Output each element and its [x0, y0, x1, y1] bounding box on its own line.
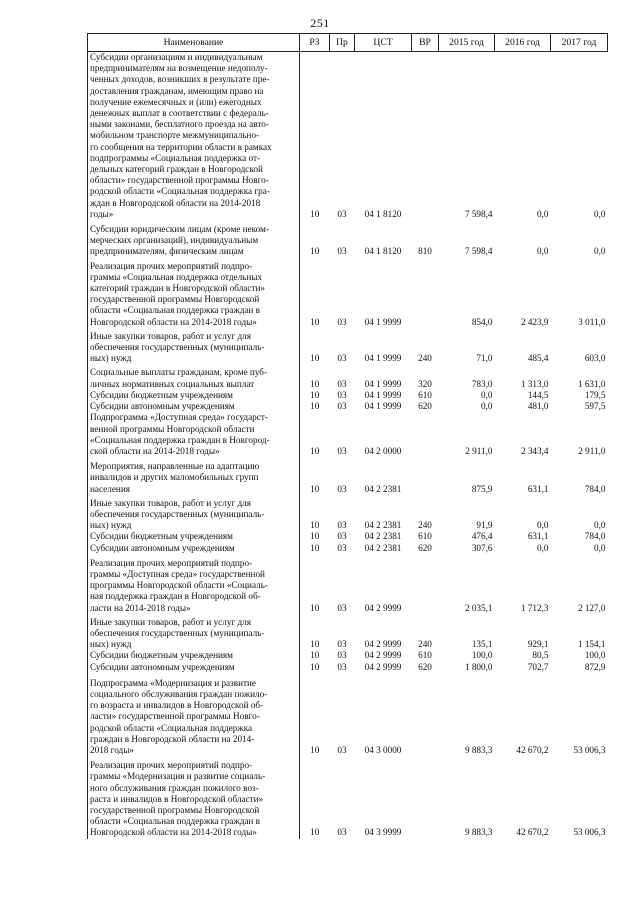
row-rz: 10	[310, 520, 320, 531]
row-rz: 10	[310, 661, 320, 672]
row-value-2015: 7 598,4	[464, 246, 493, 257]
table-row	[88, 390, 608, 401]
row-rz: 10	[310, 353, 320, 364]
row-pr: 03	[337, 520, 347, 531]
table-row	[88, 367, 608, 389]
row-cst: 04 2 9999	[364, 639, 402, 650]
row-value-2017: 1 631,0	[577, 378, 606, 389]
row-value-2017: 1 154,1	[577, 639, 606, 650]
row-name-line: мерческих организаций), индивидуальным	[90, 235, 259, 246]
row-vr: 240	[418, 520, 432, 531]
row-pr: 03	[337, 401, 347, 412]
row-name-line: населения	[90, 483, 130, 494]
row-value-2017: 603,0	[584, 353, 606, 364]
row-value-2015: 91,9	[476, 520, 493, 531]
row-name	[88, 412, 300, 461]
header-cst: ЦСТ	[355, 34, 412, 52]
table-row	[88, 678, 608, 760]
row-value-2016: 42 670,2	[516, 827, 549, 838]
row-value-2015: 135,1	[471, 639, 493, 650]
row-name-line: обеспечения государственных (муниципаль-	[90, 627, 265, 638]
table-row	[88, 760, 608, 838]
row-name	[88, 531, 300, 542]
row-vr	[412, 261, 439, 331]
row-cst: 04 1 9999	[364, 353, 402, 364]
row-name-line: Реализация прочих мероприятий подпро-	[90, 557, 253, 568]
row-value-2015: 307,6	[471, 542, 493, 553]
row-name-line: денежных выплат в соответствии с федераль-	[90, 108, 269, 119]
row-value-2017: 784,0	[584, 531, 606, 542]
row-rz: 10	[310, 531, 320, 542]
row-name-line: подпрограммы «Социальная поддержка от-	[90, 152, 261, 163]
row-name	[88, 331, 300, 368]
row-pr: 03	[337, 389, 347, 400]
row-value-2016: 144,5	[527, 389, 549, 400]
row-name-line: Субсидии организациям и индивидуальным	[90, 52, 263, 62]
row-rz: 10	[310, 445, 320, 456]
row-cst: 04 2 2381	[364, 531, 402, 542]
row-vr: 320	[418, 378, 432, 389]
row-name-line: ласти» государственной программы Новго-	[90, 711, 260, 722]
table-row	[88, 224, 608, 261]
row-pr: 03	[337, 744, 347, 755]
row-name	[88, 261, 300, 331]
row-vr: 620	[418, 661, 432, 672]
row-name-line: инвалидов и других маломобильных групп	[90, 472, 259, 483]
row-pr: 03	[337, 827, 347, 838]
header-pr: Пр	[330, 34, 355, 52]
row-name-line: Мероприятия, направленные на адаптацию	[90, 461, 260, 472]
row-vr: 610	[418, 531, 432, 542]
row-name-line: родской области «Социальная поддержка гра-	[90, 186, 270, 197]
row-name	[88, 401, 300, 412]
row-value-2017: 2 911,0	[578, 445, 606, 456]
table-row	[88, 331, 608, 368]
row-name-line: граждан в Новгородской области на 2014-	[90, 733, 255, 744]
row-pr: 03	[337, 246, 347, 257]
row-name-line: личных нормативных социальных выплат	[90, 378, 255, 389]
row-name-line: Субсидии автономным учреждениям	[90, 401, 235, 412]
row-value-2015: 875,9	[471, 483, 493, 494]
row-value-2016: 485,4	[527, 353, 549, 364]
row-cst: 04 1 9999	[364, 401, 402, 412]
row-vr	[412, 52, 439, 225]
row-rz: 10	[310, 483, 320, 494]
row-value-2015: 2 911,0	[465, 445, 493, 456]
row-vr: 610	[418, 650, 432, 661]
row-name-line: получение ежемесячных и (или) ежегодных	[90, 96, 262, 107]
row-cst: 04 3 9999	[364, 827, 402, 838]
row-rz: 10	[310, 246, 320, 257]
row-pr: 03	[337, 208, 347, 219]
table-row	[88, 531, 608, 542]
row-name-line: ными законами, бесплатного проезда на авто-	[90, 119, 269, 130]
row-name-line: ждан в Новгородской области на 2014-2018	[90, 197, 261, 208]
row-name-line: категорий граждан в Новгородской области»	[90, 283, 265, 294]
row-name-line: мобильном транспорте межмуниципально-	[90, 130, 260, 141]
row-cst: 04 2 2381	[364, 483, 402, 494]
table-row	[88, 412, 608, 461]
row-rz: 10	[310, 389, 320, 400]
header-vr: ВР	[412, 34, 439, 52]
row-pr: 03	[337, 531, 347, 542]
row-value-2017: 0,0	[594, 208, 606, 219]
row-value-2017: 3 011,0	[578, 316, 606, 327]
row-value-2017: 179,5	[584, 389, 606, 400]
row-value-2015: 476,4	[471, 531, 493, 542]
row-cst: 04 1 9999	[364, 378, 402, 389]
row-value-2016: 929,1	[527, 639, 549, 650]
row-cst: 04 1 9999	[364, 389, 402, 400]
row-value-2015: 0,0	[481, 401, 493, 412]
row-rz: 10	[310, 401, 320, 412]
row-value-2015: 783,0	[471, 378, 493, 389]
row-name-line: Подпрограмма «Доступная среда» государст-	[90, 412, 268, 423]
row-value-2015: 9 883,3	[464, 827, 493, 838]
row-name	[88, 760, 300, 838]
table-row	[88, 650, 608, 661]
row-pr: 03	[337, 316, 347, 327]
row-value-2016: 1 712,3	[520, 602, 549, 613]
row-value-2016: 2 423,9	[520, 316, 549, 327]
row-vr: 610	[418, 389, 432, 400]
row-vr: 240	[418, 639, 432, 650]
row-cst: 04 1 8120	[364, 246, 402, 257]
row-name-line: Подпрограмма «Модернизация и развитие	[90, 677, 257, 688]
budget-table	[87, 33, 608, 839]
row-name-line: социального обслуживания граждан пожило-	[90, 688, 268, 699]
row-vr: 810	[418, 246, 432, 257]
row-rz: 10	[310, 744, 320, 755]
row-rz: 10	[310, 827, 320, 838]
row-value-2017: 0,0	[594, 542, 606, 553]
row-name-line: венной программы Новгородской области	[90, 423, 255, 434]
row-name-line: годы»	[90, 208, 114, 219]
row-name-line: Иные закупки товаров, работ и услуг для	[90, 497, 251, 508]
row-name-line: ласти на 2014-2018 годы»	[90, 602, 191, 613]
row-vr: 620	[418, 401, 432, 412]
row-value-2017: 784,0	[584, 483, 606, 494]
row-name-line: ных) нужд	[90, 639, 132, 650]
row-name-line: области «Социальная поддержка граждан в	[90, 816, 261, 827]
row-vr: 240	[418, 353, 432, 364]
row-cst: 04 1 9999	[364, 316, 402, 327]
row-name-line: Иные закупки товаров, работ и услуг для	[90, 330, 251, 341]
row-name-line: го сообщения на территории области в рамках	[90, 141, 272, 152]
row-rz: 10	[310, 208, 320, 219]
table-row	[88, 662, 608, 678]
row-name-line: дельных категорий граждан в Новгородской	[90, 164, 263, 175]
row-value-2015: 100,0	[471, 650, 493, 661]
row-name-line: раста и инвалидов в Новгородской области»	[90, 793, 264, 804]
row-cst: 04 2 2381	[364, 542, 402, 553]
row-value-2015: 2 035,1	[464, 602, 493, 613]
row-name-line: государственной программы Новгородской	[90, 805, 260, 815]
row-value-2017: 53 006,3	[573, 744, 606, 755]
row-rz: 10	[310, 650, 320, 661]
row-value-2016: 702,7	[527, 661, 549, 672]
row-vr	[412, 461, 439, 498]
row-cst: 04 2 2381	[364, 520, 402, 531]
row-cst: 04 2 9999	[364, 602, 402, 613]
row-name-line: граммы «Социальная поддержка отдельных	[90, 271, 263, 282]
row-value-2015: 854,0	[471, 316, 493, 327]
table-row	[88, 543, 608, 558]
row-rz: 10	[310, 639, 320, 650]
table-row	[88, 558, 608, 617]
row-name-line: Субсидии бюджетным учреждениям	[90, 531, 233, 542]
row-value-2016: 0,0	[537, 520, 549, 531]
row-value-2017: 53 006,3	[573, 827, 606, 838]
row-name-line: Реализация прочих мероприятий подпро-	[90, 260, 253, 271]
row-pr: 03	[337, 353, 347, 364]
row-name	[88, 498, 300, 532]
row-value-2016: 0,0	[537, 246, 549, 257]
row-name	[88, 224, 300, 261]
row-name-line: Субсидии бюджетным учреждениям	[90, 389, 233, 400]
header-name: Наименование	[88, 34, 300, 52]
table-row	[88, 498, 608, 532]
row-rz: 10	[310, 378, 320, 389]
row-name-line: родской области «Социальная поддержка	[90, 722, 253, 733]
row-name-line: предпринимателям на возмещение недополу-	[90, 63, 268, 74]
row-name-line: доставления гражданам, имеющим право на	[90, 85, 264, 96]
header-2017: 2017 год	[551, 34, 608, 52]
row-name	[88, 390, 300, 401]
row-name-line: Реализация прочих мероприятий подпро-	[90, 760, 253, 771]
row-name	[88, 543, 300, 558]
row-value-2016: 1 313,0	[520, 378, 549, 389]
row-cst: 04 2 9999	[364, 650, 402, 661]
row-name	[88, 650, 300, 661]
row-pr: 03	[337, 602, 347, 613]
row-name	[88, 678, 300, 760]
header-2015: 2015 год	[439, 34, 495, 52]
row-name-line: программы Новгородской области «Социаль-	[90, 580, 268, 591]
row-name-line: ской области на 2014-2018 годы»	[90, 445, 220, 456]
table-row	[88, 401, 608, 412]
row-pr: 03	[337, 445, 347, 456]
row-rz: 10	[310, 316, 320, 327]
row-name-line: Новгородской области на 2014-2018 годы»	[90, 827, 257, 838]
row-pr: 03	[337, 650, 347, 661]
row-value-2016: 0,0	[537, 208, 549, 219]
row-vr	[412, 678, 439, 760]
row-name-line: «Социальная поддержка граждан в Новгород-	[90, 434, 270, 445]
row-name-line: Субсидии бюджетным учреждениям	[90, 650, 233, 661]
row-name	[88, 52, 300, 225]
table-body	[88, 52, 608, 839]
row-value-2015: 7 598,4	[464, 208, 493, 219]
header-rz: РЗ	[300, 34, 330, 52]
row-pr: 03	[337, 639, 347, 650]
row-name-line: области» государственной программы Новго-	[90, 175, 269, 186]
row-cst: 04 2 0000	[364, 445, 402, 456]
row-pr: 03	[337, 542, 347, 553]
row-name-line: государственной программы Новгородской	[90, 294, 260, 305]
row-value-2016: 631,1	[527, 531, 549, 542]
row-name-line: го возраста и инвалидов в Новгородской об-	[90, 700, 264, 711]
row-value-2017: 2 127,0	[577, 602, 606, 613]
table-header-row	[88, 34, 608, 52]
row-name	[88, 558, 300, 617]
row-name-line: ного обслуживания граждан пожилого воз-	[90, 782, 259, 793]
row-value-2015: 0,0	[481, 389, 493, 400]
row-name	[88, 367, 300, 389]
row-vr	[412, 412, 439, 461]
row-value-2016: 42 670,2	[516, 744, 549, 755]
row-value-2016: 631,1	[527, 483, 549, 494]
row-value-2016: 80,5	[532, 650, 549, 661]
row-value-2017: 0,0	[594, 520, 606, 531]
table-row	[88, 261, 608, 331]
row-name-line: области «Социальная поддержка граждан в	[90, 305, 261, 316]
row-name-line: Субсидии автономным учреждениям	[90, 661, 235, 672]
row-value-2017: 100,0	[584, 650, 606, 661]
row-name-line: ная поддержка граждан в Новгородской об-	[90, 591, 261, 602]
row-name-line: ных) нужд	[90, 520, 132, 531]
page-number: 251	[310, 16, 330, 30]
row-cst: 04 3 0000	[364, 744, 402, 755]
row-name-line: ченных доходов, возникших в результате пре-	[90, 74, 270, 85]
table-row	[88, 617, 608, 651]
row-rz: 10	[310, 542, 320, 553]
row-name-line: Субсидии автономным учреждениям	[90, 542, 235, 553]
table-row	[88, 52, 608, 225]
row-cst: 04 1 8120	[364, 208, 402, 219]
row-name	[88, 461, 300, 498]
row-pr: 03	[337, 661, 347, 672]
row-name-line: обеспечения государственных (муниципаль-	[90, 508, 265, 519]
row-value-2016: 481,0	[527, 401, 549, 412]
row-name-line: 2018 годы»	[90, 744, 134, 755]
row-name-line: граммы «Доступная среда» государственной	[90, 568, 265, 579]
row-name-line: обеспечения государственных (муниципаль-	[90, 342, 265, 353]
row-name	[88, 617, 300, 651]
row-vr	[412, 760, 439, 838]
row-name-line: Иные закупки товаров, работ и услуг для	[90, 616, 251, 627]
row-pr: 03	[337, 378, 347, 389]
row-name-line: Новгородской области на 2014-2018 годы»	[90, 316, 257, 327]
row-name-line: предпринимателям, физическим лицам	[90, 246, 244, 257]
row-cst: 04 2 9999	[364, 661, 402, 672]
row-name-line: Субсидии юридическим лицам (кроме неком-	[90, 224, 269, 235]
row-name-line: ных) нужд	[90, 353, 132, 364]
table-row	[88, 461, 608, 498]
row-value-2015: 1 800,0	[464, 661, 493, 672]
row-value-2015: 71,0	[476, 353, 493, 364]
row-value-2016: 2 343,4	[520, 445, 549, 456]
row-rz: 10	[310, 602, 320, 613]
row-value-2017: 0,0	[594, 246, 606, 257]
header-2016: 2016 год	[495, 34, 551, 52]
row-value-2016: 0,0	[537, 542, 549, 553]
row-name-line: граммы «Модернизация и развитие социаль-	[90, 771, 266, 782]
row-name	[88, 662, 300, 678]
row-vr: 620	[418, 542, 432, 553]
row-value-2015: 9 883,3	[464, 744, 493, 755]
row-name-line: Социальные выплаты гражданам, кроме пуб-	[90, 367, 268, 378]
row-value-2017: 597,5	[584, 401, 606, 412]
row-pr: 03	[337, 483, 347, 494]
row-vr	[412, 558, 439, 617]
row-value-2017: 872,9	[584, 661, 606, 672]
